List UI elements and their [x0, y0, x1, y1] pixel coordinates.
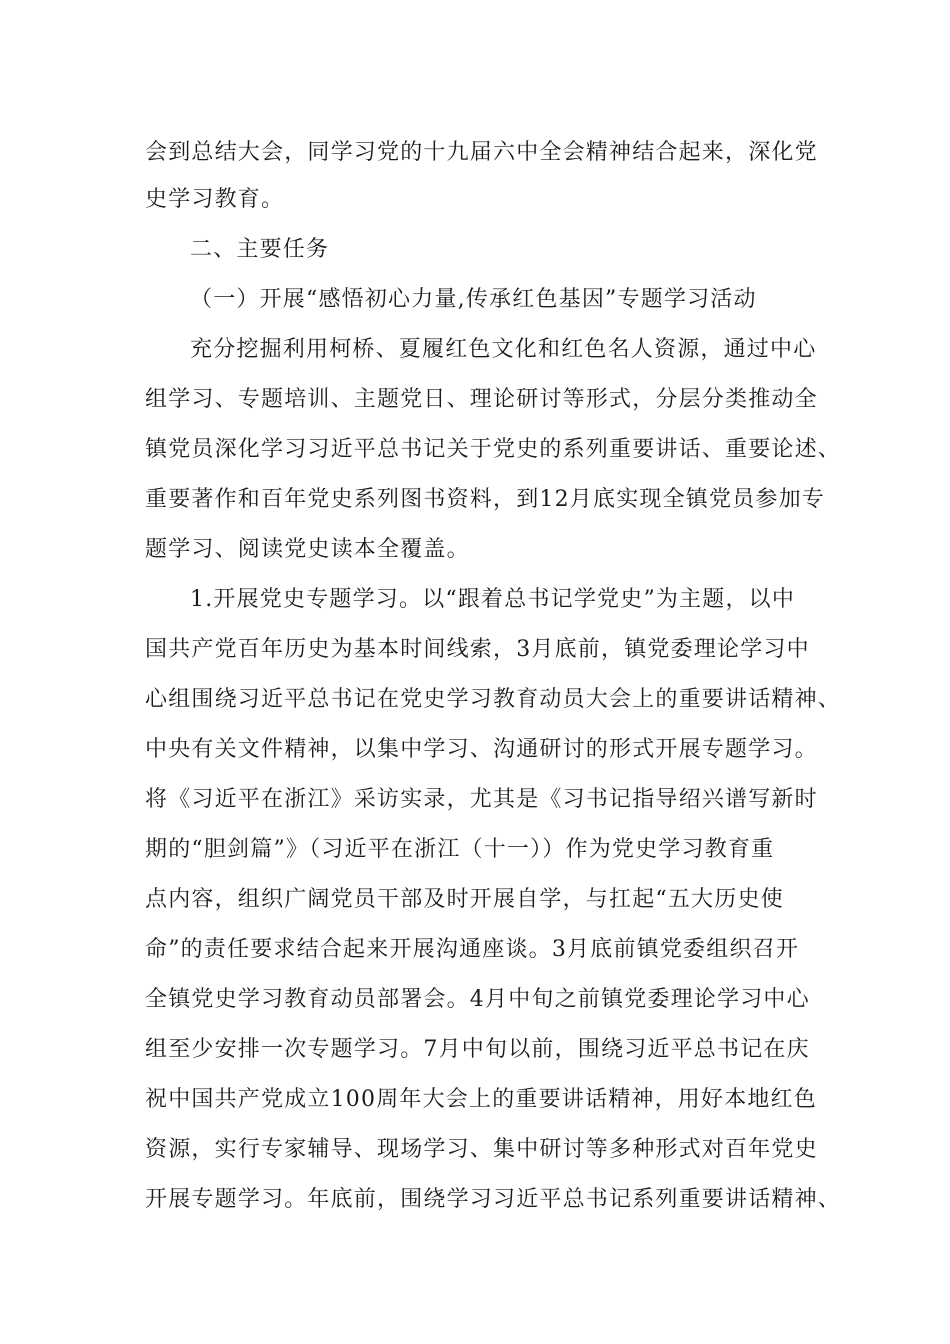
paragraph-line: 组学习、专题培训、主题党日、理论研讨等形式，分层分类推动全	[145, 387, 818, 412]
paragraph-line: 重要著作和百年党史系列图书资料，到12月底实现全镇党员参加专	[145, 487, 825, 512]
subsection-heading: （一）开展“感悟初心力量,传承红色基因”专题学习活动	[190, 287, 757, 312]
paragraph-line: 中央有关文件精神，以集中学习、沟通研讨的形式开展专题学习。	[145, 737, 818, 762]
paragraph-line: 1.开展党史专题学习。以“跟着总书记学党史”为主题，以中	[190, 587, 796, 612]
paragraph-line: 会到总结大会，同学习党的十九届六中全会精神结合起来，深化党	[145, 140, 818, 165]
paragraph-line: 祝中国共产党成立100周年大会上的重要讲话精神，用好本地红色	[145, 1087, 817, 1112]
paragraph-line: 组至少安排一次专题学习。7月中旬以前，围绕习近平总书记在庆	[145, 1037, 810, 1062]
paragraph-line: 充分挖掘利用柯桥、夏履红色文化和红色名人资源，通过中心	[190, 337, 817, 362]
paragraph-line: 点内容，组织广阔党员干部及时开展自学，与扛起“五大历史使	[145, 887, 784, 912]
paragraph-line: 史学习教育。	[145, 187, 285, 212]
paragraph-line: 期的“胆剑篇”》（习近平在浙江（十一））作为党史学习教育重	[145, 837, 775, 862]
paragraph-line: 镇党员深化学习习近平总书记关于党史的系列重要讲话、重要论述、	[145, 437, 842, 462]
paragraph-line: 命”的责任要求结合起来开展沟通座谈。3月底前镇党委组织召开	[145, 937, 800, 962]
paragraph-line: 心组围绕习近平总书记在党史学习教育动员大会上的重要讲话精神、	[145, 687, 842, 712]
paragraph-line: 开展专题学习。年底前，围绕学习习近平总书记系列重要讲话精神、	[145, 1187, 842, 1212]
paragraph-line: 将《习近平在浙江》采访实录，尤其是《习书记指导绍兴谱写新时	[145, 787, 818, 812]
section-heading: 二、主要任务	[190, 237, 330, 262]
paragraph-line: 资源，实行专家辅导、现场学习、集中研讨等多种形式对百年党史	[145, 1137, 818, 1162]
paragraph-line: 题学习、阅读党史读本全覆盖。	[145, 537, 470, 562]
paragraph-line: 国共产党百年历史为基本时间线索，3月底前，镇党委理论学习中	[145, 637, 810, 662]
paragraph-line: 全镇党史学习教育动员部署会。4月中旬之前镇党委理论学习中心	[145, 987, 810, 1012]
